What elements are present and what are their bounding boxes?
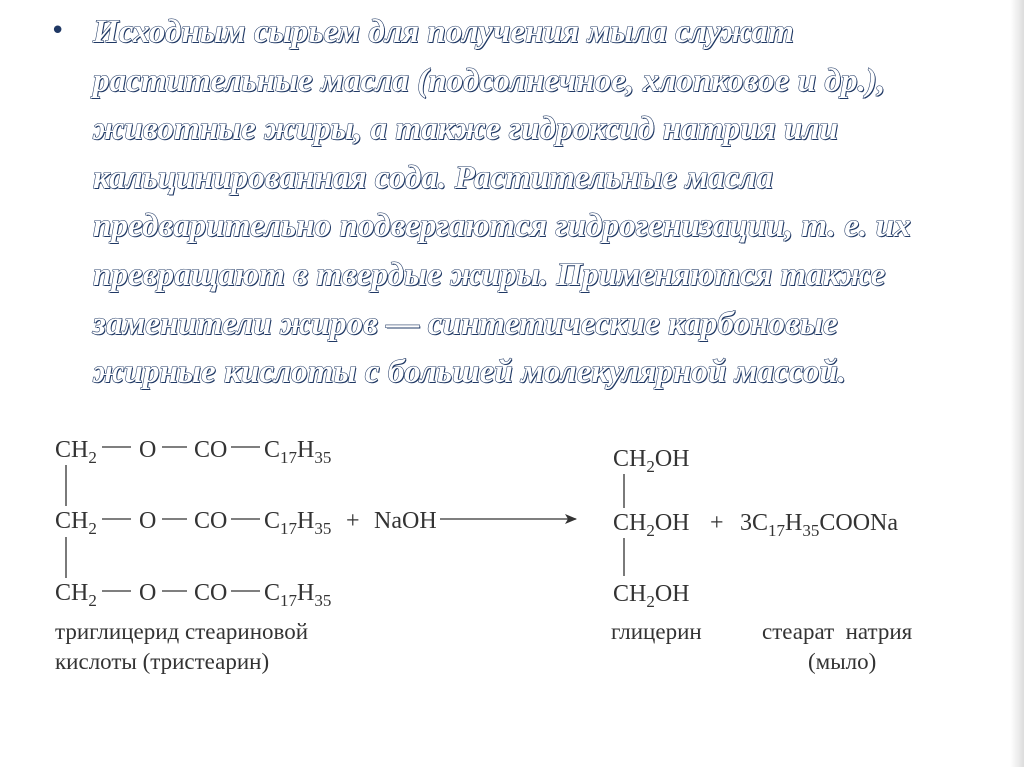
svg-text:C17H35: $C_{17}H_{35}$ bbox=[264, 437, 332, 467]
svg-text:C17H35: $C_{17}H_{35}$ bbox=[264, 580, 332, 610]
svg-text:CH2: $CH_2$ bbox=[55, 508, 97, 538]
paragraph-line: заменители жиров — синтетические карбоновые bbox=[93, 305, 838, 342]
plus-sign: + bbox=[346, 508, 360, 534]
svg-text:CH2OH: $CH_2OH$ bbox=[613, 510, 690, 540]
svg-text:O: O bbox=[139, 508, 157, 534]
naoh-reagent: NaOH bbox=[374, 508, 437, 534]
paragraph-line: жирные кислоты с большей молекулярной массой. bbox=[93, 354, 847, 391]
sodium-stearate-formula: $3C_{17}H_{35}COONa$ bbox=[740, 510, 899, 540]
glycerol-formula bbox=[613, 446, 690, 611]
paragraph-line: растительные масла (подсолнечное, хлопковое и др.), bbox=[93, 62, 886, 99]
paragraph-line: превращают в твердые жиры. Применяются также bbox=[93, 256, 886, 293]
svg-text:O: O bbox=[139, 437, 157, 463]
svg-text:C17H35: $C_{17}H_{35}$ bbox=[264, 508, 332, 538]
paragraph-line: предварительно подвергаются гидрогенизации, т. е. их bbox=[93, 208, 911, 245]
paragraph-line: животные жиры, а также гидроксид натрия или bbox=[93, 111, 839, 148]
stearate-label-line-2: (мыло) bbox=[808, 649, 877, 674]
svg-text:CH2OH: $CH_2OH$ bbox=[613, 446, 690, 476]
tristearin-row-3 bbox=[55, 580, 331, 610]
svg-text:CH2: $CH_2$ bbox=[55, 437, 97, 467]
svg-text:CO: CO bbox=[194, 508, 228, 534]
paragraph-line: кальцинированная сода. Растительные масла bbox=[93, 159, 774, 196]
tristearin-row-1 bbox=[55, 437, 331, 467]
svg-text:CO: CO bbox=[194, 437, 228, 463]
tristearin-label-line-2: кислоты (тристеарин) bbox=[55, 649, 270, 674]
plus-sign: + bbox=[710, 510, 724, 536]
stearate-label-line-1: стеарат натрия bbox=[762, 619, 913, 644]
svg-text:CH2OH: $CH_2OH$ bbox=[613, 581, 690, 611]
glycerol-label: глицерин bbox=[611, 619, 702, 644]
paragraph-line: Исходным сырьем для получения мыла служат bbox=[93, 14, 794, 50]
tristearin-label-line-1: триглицерид стеариновой bbox=[55, 619, 309, 644]
svg-text:O: O bbox=[139, 580, 157, 606]
svg-text:CO: CO bbox=[194, 580, 228, 606]
svg-text:CH2: $CH_2$ bbox=[55, 580, 97, 610]
bullet-marker: • bbox=[50, 16, 66, 46]
tristearin-row-2 bbox=[55, 508, 331, 538]
